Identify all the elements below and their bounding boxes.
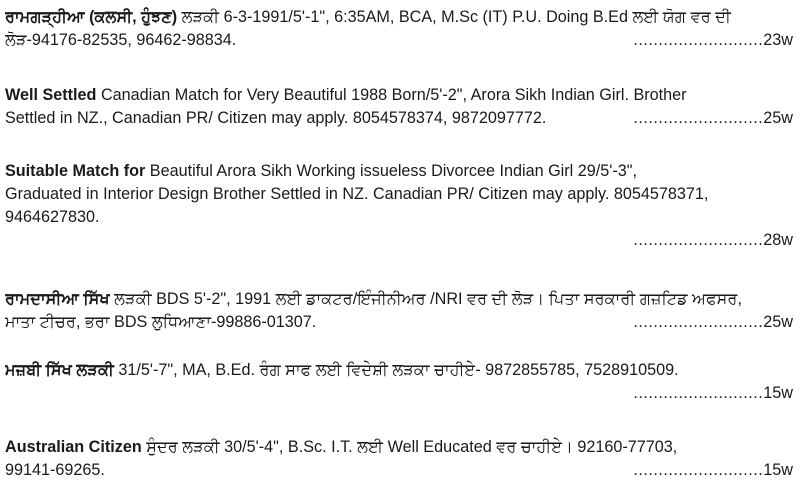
ad-text: ਸੁੰਦਰ ਲੜਕੀ 30/5'-4", B.Sc. I.T. ਲਈ Well Educated ਵਰ ਚਾਹੀਏ। 92160-77703, (141, 438, 678, 456)
ad-text: ਮਾਤਾ ਟੀਚਰ, ਭਰਾ BDS ਲੁਧਿਆਣਾ-99886-01307. (5, 313, 317, 331)
ad-line (5, 183, 793, 206)
ad-code-group (633, 29, 793, 52)
ad-line (5, 29, 793, 52)
matrimonial-ad (5, 160, 793, 252)
ad-line (5, 6, 793, 29)
ad-line (5, 311, 793, 334)
ad-code-group (633, 107, 793, 130)
leader-dots: .......................... (633, 461, 764, 479)
ad-code: 25w (763, 313, 793, 331)
leader-dots: .......................... (633, 231, 764, 249)
ad-code: 28w (763, 231, 793, 249)
matrimonial-ad (5, 288, 793, 334)
leader-dots: .......................... (633, 31, 764, 49)
ad-text: ਲੋੜ-94176-82535, 96462-98834. (5, 31, 237, 49)
ad-lead: ਰਾਮਗੜ੍ਹੀਆ (ਕਲਸੀ, ਹੁੰਝਣ) (5, 8, 178, 26)
ad-line (5, 359, 793, 382)
ad-code-group (633, 459, 793, 482)
ad-code: 23w (763, 31, 793, 49)
ad-text: 99141-69265. (5, 461, 105, 479)
ad-text: 9464627830. (5, 208, 100, 226)
matrimonial-ad (5, 6, 793, 52)
leader-dots: .......................... (633, 384, 764, 402)
ad-lead: Suitable Match for (5, 162, 146, 180)
ad-text: 31/5'-7", MA, B.Ed. ਰੰਗ ਸਾਫ ਲਈ ਵਿਦੇਸ਼ੀ ਲੜਕਾ ਚਾਹੀਏ- 9872855785, 7528910509. (113, 361, 679, 379)
leader-dots: .......................... (633, 109, 764, 127)
ad-line (5, 288, 793, 311)
ad-lead: ਮਜ਼ਬੀ ਸਿੱਖ ਲੜਕੀ (5, 361, 114, 379)
matrimonial-ad (5, 436, 793, 482)
ad-text: ਲੜਕੀ 6-3-1991/5'-1", 6:35AM, BCA, M.Sc (IT) P.U. Doing B.Ed ਲਈ ਯੋਗ ਵਰ ਦੀ (177, 8, 731, 26)
ad-lead: Australian Citizen (5, 438, 142, 456)
ad-code: 15w (763, 461, 793, 479)
ad-code: 25w (763, 109, 793, 127)
ad-text: Graduated in Interior Design Brother Settled in NZ. Canadian PR/ Citizen may apply. 8054578371, (5, 185, 709, 203)
ad-text: Beautiful Arora Sikh Working issueless Divorcee Indian Girl 29/5'-3", (145, 162, 637, 180)
ad-lead: ਰਾਮਦਾਸੀਆ ਸਿੱਖ (5, 290, 110, 308)
ad-code: 15w (763, 384, 793, 402)
ad-line (5, 206, 793, 229)
ad-code-group (5, 382, 793, 405)
matrimonial-ad (5, 84, 793, 130)
ad-line (5, 107, 793, 130)
ad-lead: Well Settled (5, 86, 97, 104)
ad-code-group (5, 229, 793, 252)
matrimonial-ad (5, 359, 793, 405)
ad-line (5, 84, 793, 107)
leader-dots: .......................... (633, 313, 764, 331)
ad-text: ਲੜਕੀ BDS 5'-2", 1991 ਲਈ ਡਾਕਟਰ/ਇੰਜੀਨੀਅਰ /NRI ਵਰ ਦੀ ਲੋੜ। ਪਿਤਾ ਸਰਕਾਰੀ ਗਜ਼ਟਿਡ ਅਫਸਰ, (109, 290, 742, 308)
ad-code-group (633, 311, 793, 334)
ad-text: Canadian Match for Very Beautiful 1988 Born/5'-2", Arora Sikh Indian Girl. Brother (96, 86, 687, 104)
ad-text: Settled in NZ., Canadian PR/ Citizen may apply. 8054578374, 9872097772. (5, 109, 547, 127)
ad-line (5, 436, 793, 459)
ad-line (5, 459, 793, 482)
ad-line (5, 160, 793, 183)
